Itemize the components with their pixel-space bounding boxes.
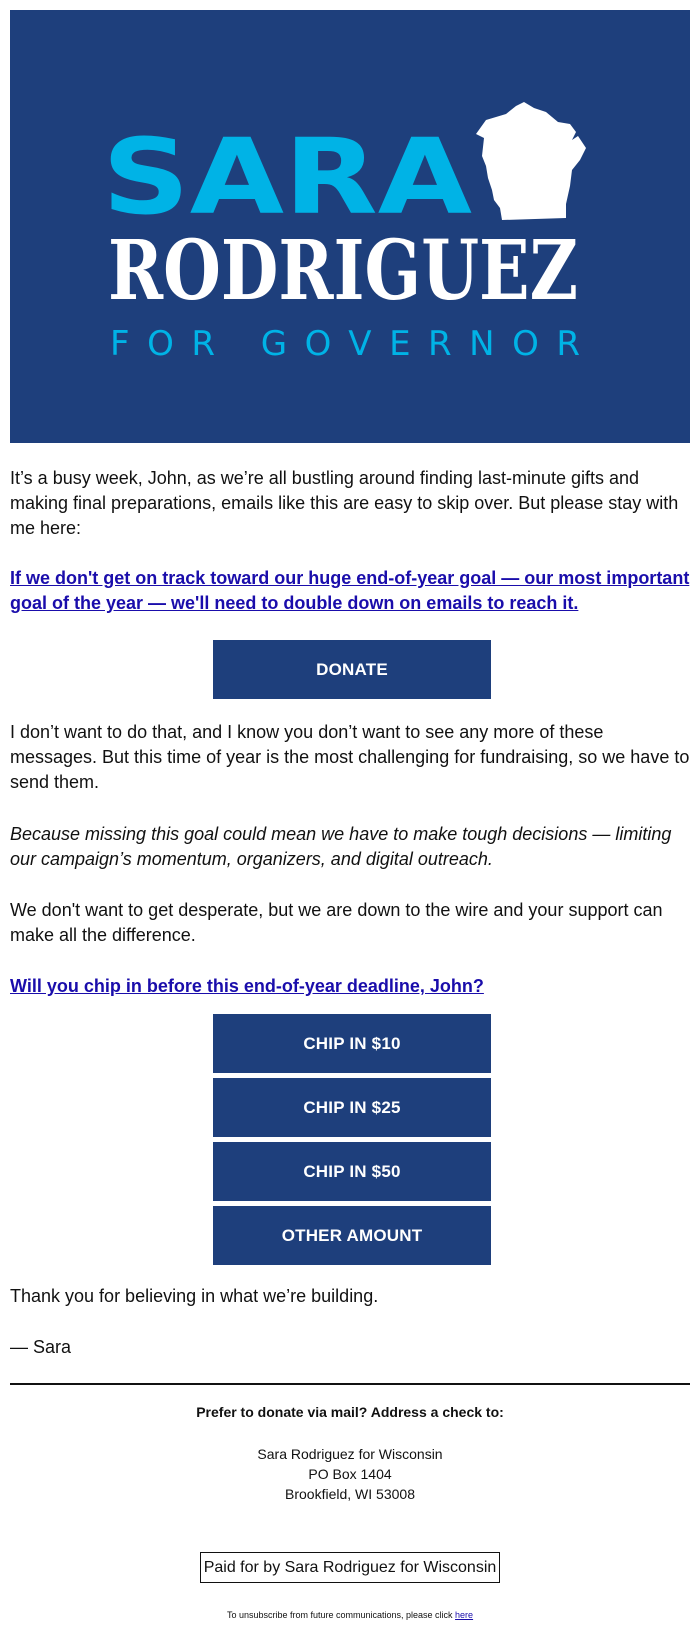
paragraph-4: We don't want to get desperate, but we are down to the wire and your support can make all the difference. xyxy=(10,900,663,945)
campaign-logo xyxy=(10,10,690,443)
unsubscribe-text: To unsubscribe from future communications, please click xyxy=(226,1610,456,1620)
chip-in-50-button[interactable]: CHIP IN $50 xyxy=(213,1142,491,1201)
cta-paragraph-1 xyxy=(10,566,690,616)
goal-link[interactable]: If we don't get on track toward our huge end-of-year goal — our most important goal of the year — we'll need to double down on emails to reach it. xyxy=(10,568,690,613)
logo-first-name: SARA xyxy=(102,116,472,238)
donate-button[interactable]: DONATE xyxy=(213,640,491,699)
other-amount-button[interactable]: OTHER AMOUNT xyxy=(213,1206,491,1265)
address-line-2: PO Box 1404 xyxy=(308,1466,392,1482)
paid-for-disclaimer xyxy=(200,1552,500,1583)
paragraph-2: I don’t want to do that, and I know you don’t want to see any more of these messages. But this time of year is the most challenging for fundraising, so we have to send them. xyxy=(10,722,690,792)
unsubscribe-line xyxy=(10,1610,690,1620)
chip-in-25-button[interactable]: CHIP IN $25 xyxy=(213,1078,491,1137)
email-body xyxy=(10,10,690,1620)
address-line-1: Sara Rodriguez for Wisconsin xyxy=(257,1446,443,1462)
campaign-banner xyxy=(10,10,690,443)
closing-paragraph: Thank you for believing in what we’re building. xyxy=(10,1286,379,1306)
unsubscribe-link[interactable]: here xyxy=(455,1610,474,1620)
chip-in-10-button[interactable]: CHIP IN $10 xyxy=(213,1014,491,1073)
footer-divider xyxy=(10,1383,690,1385)
mail-donation-heading: Prefer to donate via mail? Address a check to: xyxy=(196,1404,504,1420)
paid-for-text: Paid for by Sara Rodriguez for Wisconsin xyxy=(203,1558,497,1576)
mailing-address xyxy=(10,1444,690,1504)
address-line-3: Brookfield, WI 53008 xyxy=(285,1486,415,1502)
intro-paragraph: It’s a busy week, John, as we’re all bustling around finding last-minute gifts and making final preparations, emails like this are easy to skip over. But please stay with me here: xyxy=(10,468,679,538)
logo-tagline: FOR GOVERNOR xyxy=(110,324,580,364)
logo-last-name: RODRIGUEZ xyxy=(108,223,578,319)
wisconsin-state-icon xyxy=(476,102,586,220)
cta-paragraph-2 xyxy=(10,974,690,999)
paragraph-3-italic: Because missing this goal could mean we have to make tough decisions — limiting our campaign’s momentum, organizers, and digital outreach. xyxy=(10,824,672,869)
chip-in-link[interactable]: Will you chip in before this end-of-year deadline, John? xyxy=(10,976,484,996)
signoff: — Sara xyxy=(10,1337,72,1357)
